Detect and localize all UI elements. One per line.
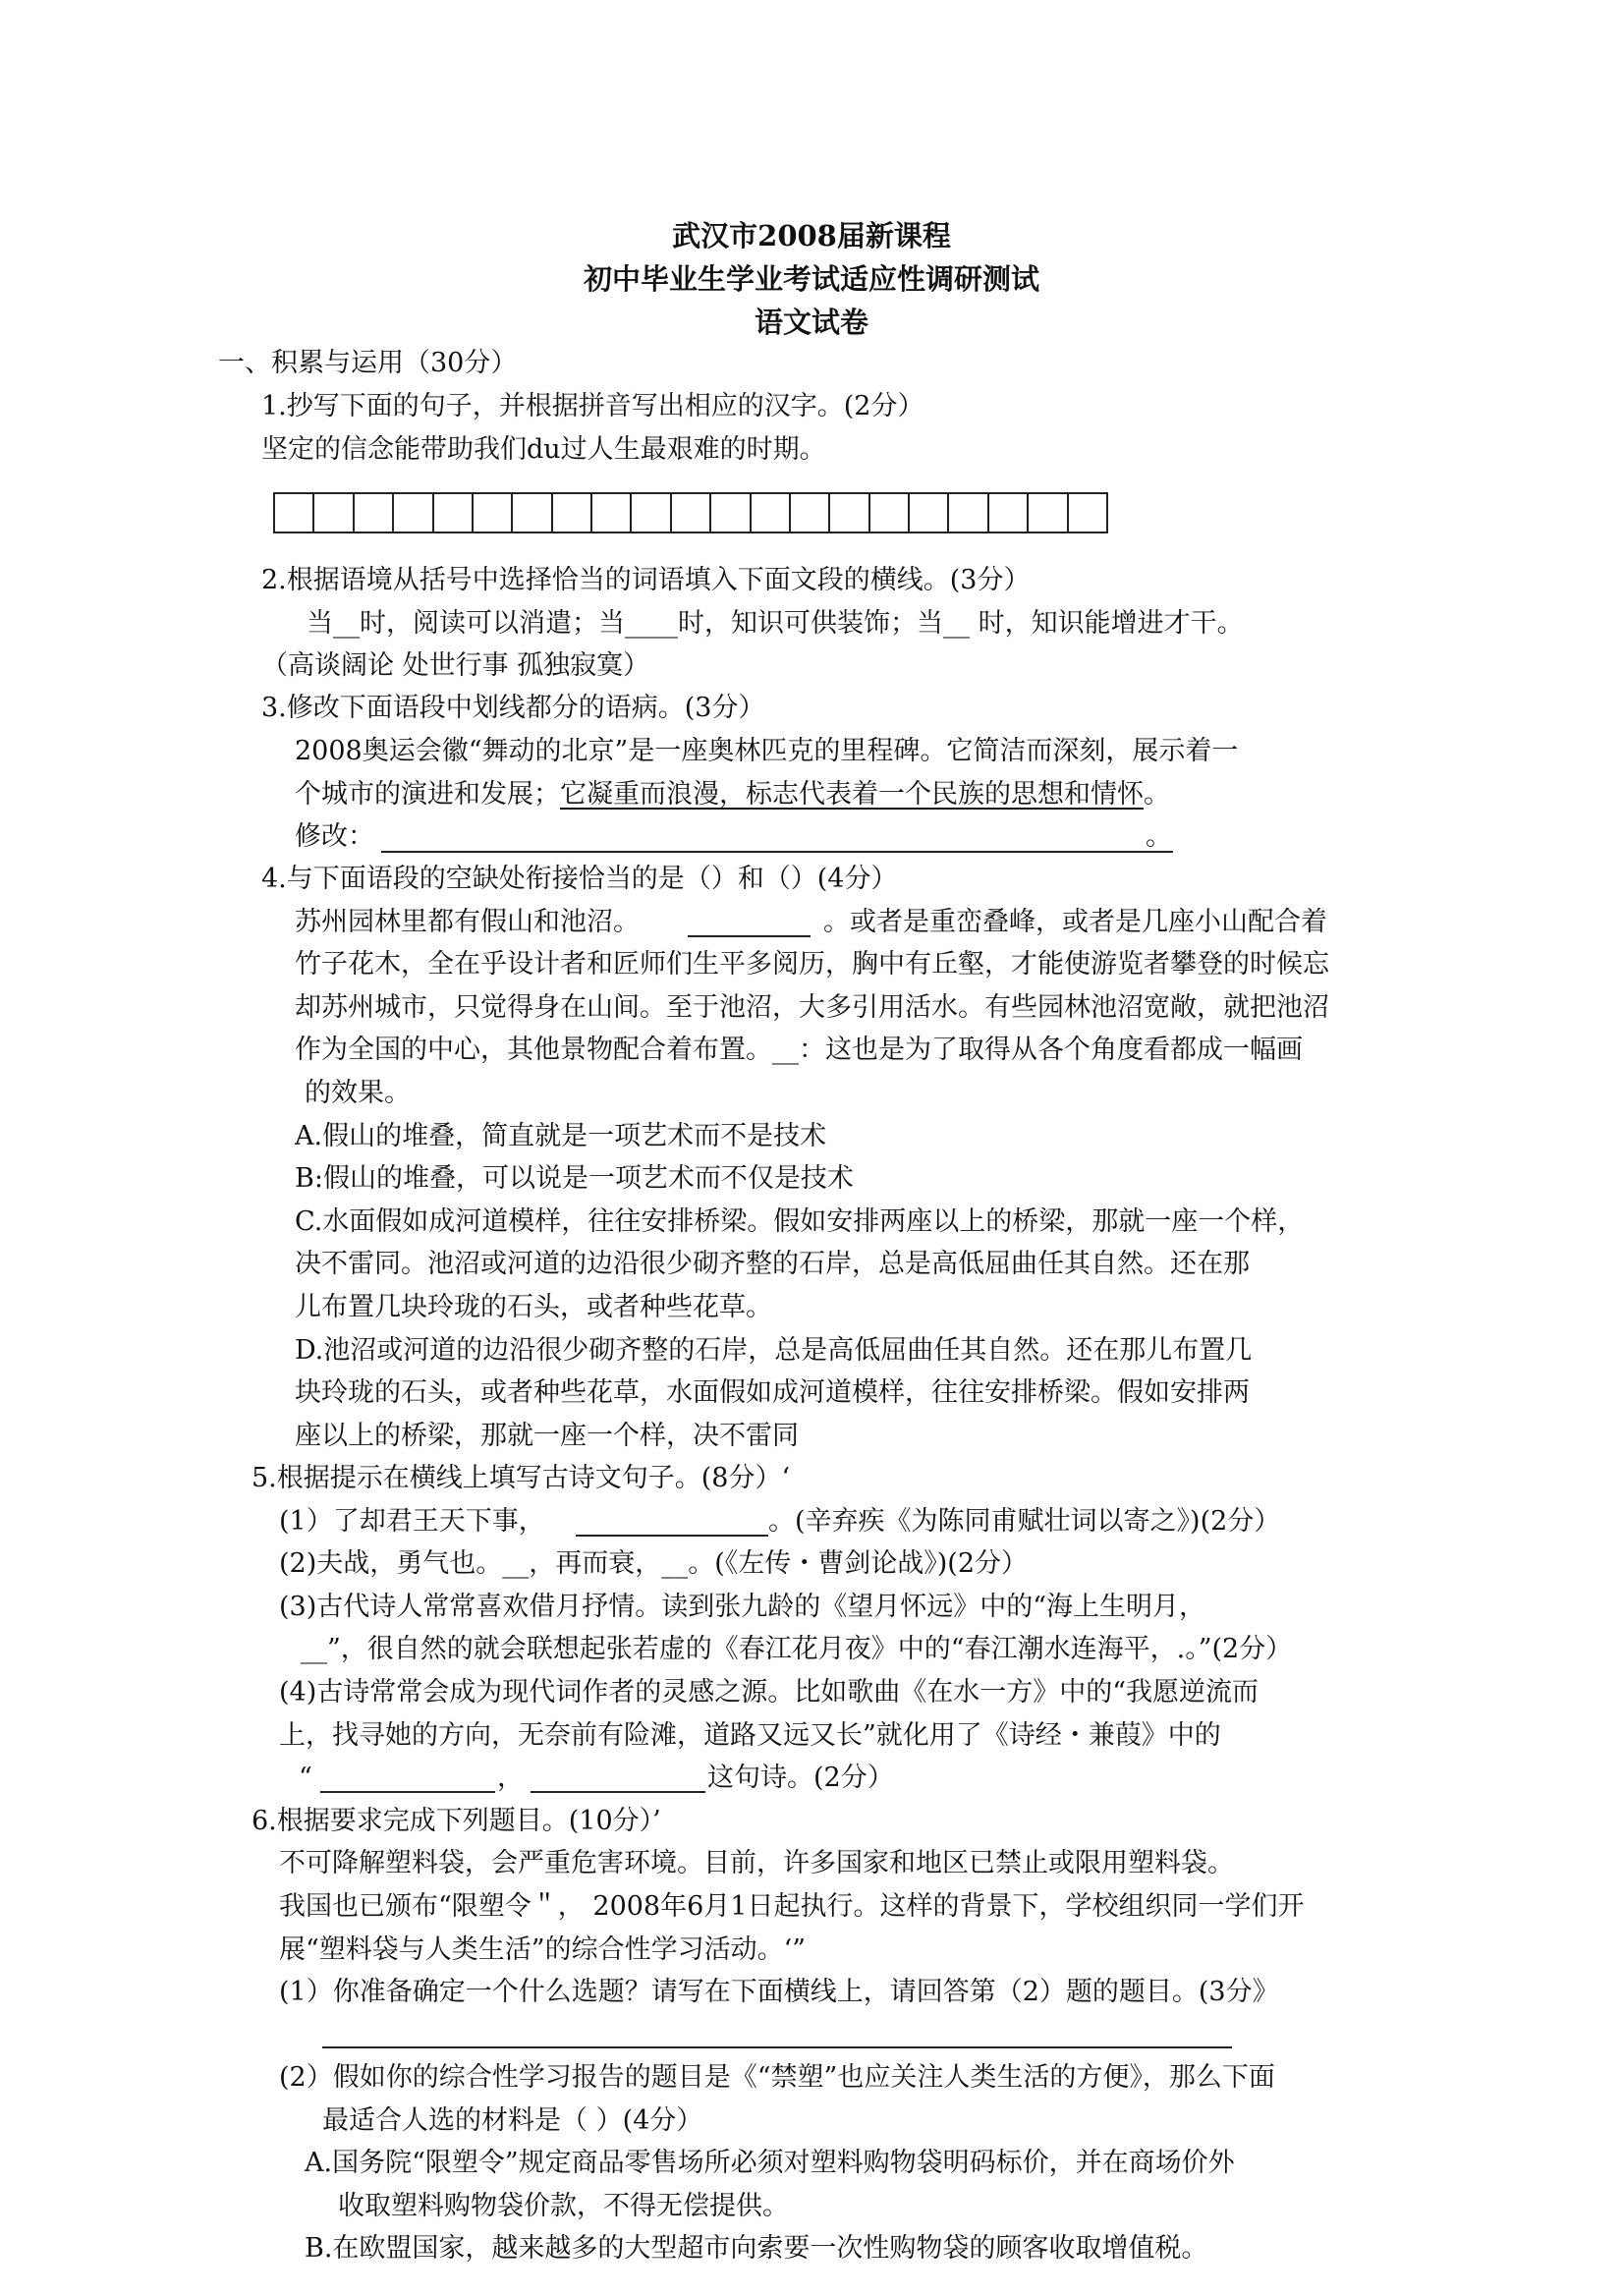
q4-option-c-line3: 儿布置几块玲珑的石头，或者种些花草。 [295,1292,772,1322]
q6-intro-line3: 展“塑料袋与人类生活”的综合性学习活动。‘” [279,1934,806,1965]
section-heading: 一、积累与运用（30分） [218,348,518,378]
q5-s1-end: 。(辛弃疾《为陈同甫赋壮词以寄之》)(2分） [768,1506,1281,1537]
q4-para-line4: 作为全国的中心，其他景物配合着布置。__：这也是为了取得从各个角度看都成一幅画 [295,1035,1303,1065]
q1-prompt: 1.抄写下面的句子，并根据拼音写出相应的汉字。(2分） [261,391,924,421]
q3-line2 [295,777,1170,812]
q4-option-a: A.假山的堆叠，简直就是一项艺术而不是技术 [295,1121,827,1151]
q4-option-b: B:假山的堆叠，可以说是一项艺术而不仅是技术 [295,1163,854,1194]
q5-s4-blank-2[interactable] [531,1791,705,1793]
q4-para-line2: 竹子花木，全在乎设计者和匠师们生平多阅历，胸中有丘壑，才能使游览者攀登的时候忘 [295,949,1329,980]
q6-intro-line2: 我国也已颁布“限塑令＂， 2008年6月1日起执行。这样的背景下，学校组织同一学们开 [279,1891,1305,1922]
q4-option-d-line3: 座以上的桥梁，那就一座一个样，决不雷同 [295,1421,799,1451]
q3-underlined-sentence: 它凝重而浪漫，标志代表着一个民族的思想和情怀 [560,779,1144,810]
q4-prompt: 4.与下面语段的空缺处衔接恰当的是（）和（）(4分） [261,864,898,894]
q5-s3-line1: (3)古代诗人常常喜欢借月抒情。读到张九龄的《望月怀远》中的“海上生明月， [279,1592,1206,1622]
q4-option-d-line1: D.池沼或河道的边沿很少砌齐整的石岸，总是高低屈曲任其自然。还在那儿布置几 [295,1335,1253,1366]
q4-blank-1[interactable] [688,935,811,937]
grid-cell[interactable] [394,494,433,532]
q4-option-c-line1: C.水面假如成河道模样，往往安排桥梁。假如安排两座以上的桥梁，那就一座一个样， [295,1206,1305,1237]
q3-line2-plain: 个城市的演进和发展； [295,779,560,810]
grid-cell[interactable] [791,494,830,532]
q5-s4-end: 这句诗。(2分） [707,1763,894,1793]
exam-title-line2: 初中毕业生学业考试适应性调研测试 [583,262,1039,296]
q1-sentence: 坚定的信念能带助我们du过人生最艰难的时期。 [261,434,826,465]
q6-sub1: (1）你准备确定一个什么选题？请写在下面横线上，请回答第（2）题的题目。(3分》 [279,1977,1279,2007]
grid-cell[interactable] [711,494,751,532]
grid-cell[interactable] [355,494,394,532]
grid-cell[interactable] [870,494,910,532]
q5-s1-start: (1）了却君王天下事， [279,1506,545,1537]
grid-cell[interactable] [513,494,552,532]
grid-cell[interactable] [314,494,354,532]
q3-line2-end: 。 [1144,779,1170,810]
grid-cell[interactable] [949,494,988,532]
q6-sub2-line1: (2）假如你的综合性学习报告的题目是《“禁塑”也应关注人类生活的方便》，那么下面 [279,2062,1275,2093]
q6-prompt: 6.根据要求完成下列题目。(10分）’ [252,1806,661,1836]
q5-s3-line2: __”，很自然的就会联想起张若虚的《春江花月夜》中的“春江潮水连海平，.。”(2分） [301,1634,1293,1664]
q3-prompt: 3.修改下面语段中划线都分的语病。(3分） [261,693,765,723]
grid-cell[interactable] [434,494,474,532]
grid-cell[interactable] [474,494,513,532]
exam-title-line1: 武汉市2008届新课程 [672,219,951,252]
grid-cell[interactable] [989,494,1029,532]
q5-s4-line1: (4)古诗常常会成为现代词作者的灵感之源。比如歌曲《在水一方》中的“我愿逆流而 [279,1677,1259,1708]
grid-cell[interactable] [632,494,671,532]
q5-s4-line2: 上，找寻她的方向，无奈前有险滩，道路又远又长”就化用了《诗经・兼葭》中的 [279,1720,1221,1751]
q4-para-line1-start: 苏州园林里都有假山和池沼。 [295,907,640,937]
q4-para-line1-end: 。或者是重峦叠峰，或者是几座小山配合着 [823,907,1327,937]
grid-cell[interactable] [592,494,632,532]
grid-cell[interactable] [830,494,869,532]
grid-cell[interactable] [910,494,949,532]
q5-prompt: 5.根据提示在横线上填写古诗文句子。(8分）‘ [252,1463,791,1493]
q2-prompt: 2.根据语境从括号中选择恰当的词语填入下面文段的横线。(3分） [261,565,1031,595]
q3-line1: 2008奥运会徽“舞动的北京”是一座奥林匹克的里程碑。它简洁而深刻，展示着一 [295,736,1239,766]
q3-fix-label: 修改： [295,821,374,852]
q2-text: 当__时，阅读可以消遣；当____时，知识可供装饰；当__ 时，知识能增进才干。 [307,608,1244,639]
grid-cell[interactable] [275,494,314,532]
q6-option-b: B.在欧盟国家，越来越多的大型超市向索要一次性购物袋的顾客收取增值税。 [305,2233,1208,2264]
q6-option-a-line1: A.国务院“限塑令”规定商品零售场所必须对塑料购物袋明码标价，并在商场价外 [305,2148,1235,2178]
q3-fix-answer-line[interactable] [381,851,1173,853]
grid-cell[interactable] [752,494,791,532]
q6-sub2-line2: 最适合人选的材料是（ ）(4分） [322,2105,703,2136]
q6-intro-line1: 不可降解塑料袋，会严重危害环境。目前，许多国家和地区已禁止或限用塑料袋。 [279,1848,1234,1878]
q4-para-line5: 的效果。 [305,1078,411,1108]
q5-s2: (2)夫战，勇气也。__，再而衰，__。(《左传・曹剑论战》)(2分） [279,1548,1029,1579]
q3-fix-end: 。 [1146,821,1172,852]
q5-s4-open-quote: “ [299,1763,312,1793]
grid-cell[interactable] [1069,494,1106,532]
exam-title-line3: 语文试卷 [754,306,868,339]
q4-para-line3: 却苏州城市，只觉得身在山间。至于池沼，大多引用活水。有些园林池沼宽敞，就把池沼 [295,992,1329,1023]
grid-cell[interactable] [1029,494,1068,532]
q2-options: （高谈阔论 处世行事 孤独寂寞） [261,650,650,681]
q6-option-a-line2: 收取塑料购物袋价款，不得无偿提供。 [338,2191,789,2221]
grid-cell[interactable] [553,494,592,532]
q4-option-d-line2: 块玲珑的石头，或者种些花草，水面假如成河道模样，往往安排桥梁。假如安排两 [295,1377,1250,1408]
grid-cell[interactable] [672,494,711,532]
q5-s4-comma: ， [497,1763,524,1793]
q5-s1-blank[interactable] [576,1535,768,1537]
q5-s4-blank-1[interactable] [320,1791,495,1793]
q6-sub1-answer-line[interactable] [322,2046,1232,2048]
answer-grid[interactable] [273,492,1108,533]
q4-option-c-line2: 决不雷同。池沼或河道的边沿很少砌齐整的石岸，总是高低屈曲任其自然。还在那 [295,1249,1250,1279]
